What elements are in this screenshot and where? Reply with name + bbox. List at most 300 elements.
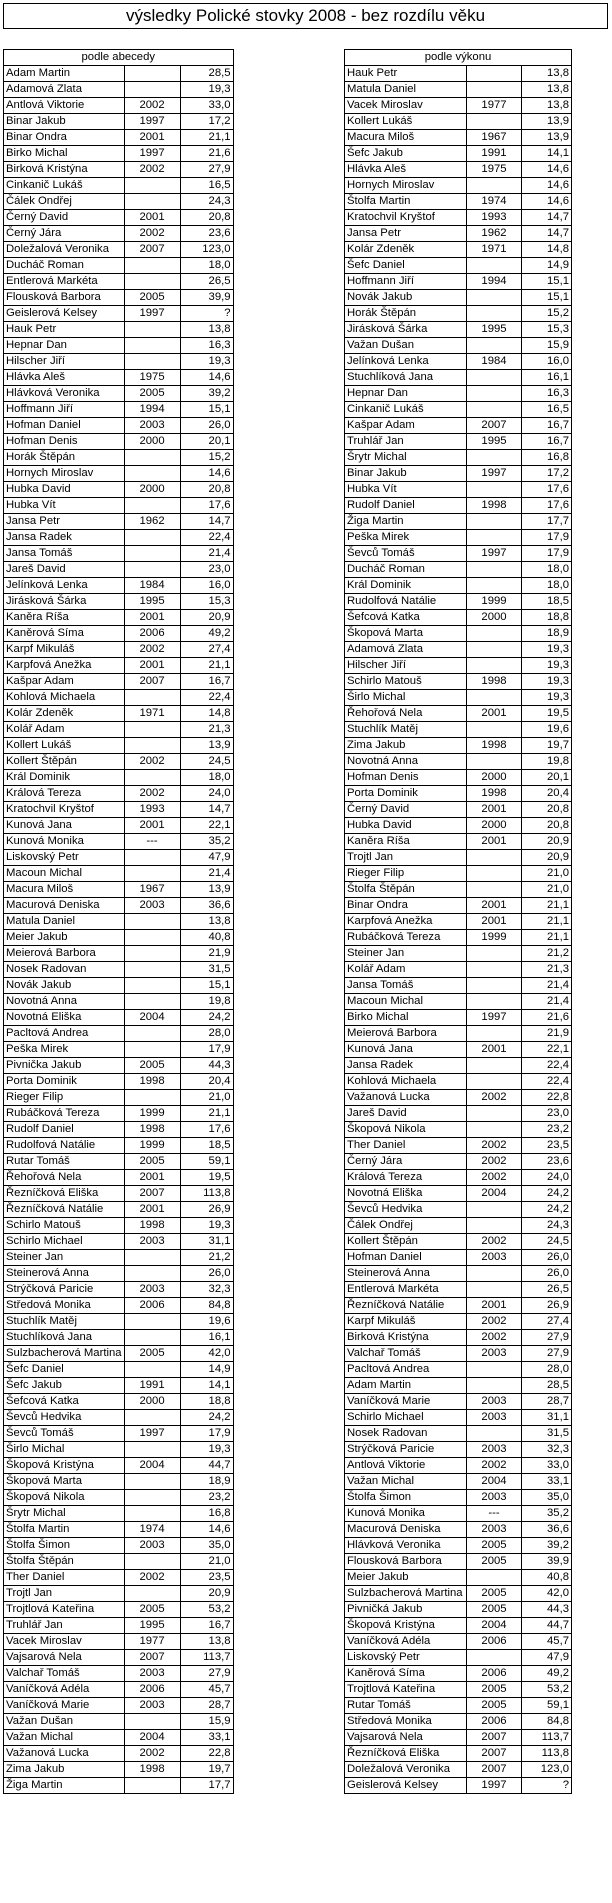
runner-name-cell: Kaněrová Síma	[345, 1666, 467, 1682]
birth-year-cell	[467, 946, 522, 962]
runner-name-cell: Flousková Barbora	[4, 290, 125, 306]
runner-name-cell: Řezníčková Eliška	[345, 1746, 467, 1762]
time-cell: 31,5	[180, 962, 233, 978]
runner-name-cell: Kašpar Adam	[345, 418, 467, 434]
table-row	[4, 1250, 234, 1266]
runner-name-cell: Jelínková Lenka	[4, 578, 125, 594]
time-cell: 26,0	[522, 1250, 572, 1266]
table-row	[4, 562, 234, 578]
table-row	[345, 674, 572, 690]
time-cell: 17,6	[522, 498, 572, 514]
birth-year-cell: 2001	[467, 898, 522, 914]
time-cell: 16,0	[522, 354, 572, 370]
runner-name-cell: Řehořová Nela	[345, 706, 467, 722]
birth-year-cell	[124, 1090, 180, 1106]
table-row	[4, 1314, 234, 1330]
time-cell: 20,8	[522, 802, 572, 818]
runner-name-cell: Binar Ondra	[4, 130, 125, 146]
birth-year-cell: 2003	[467, 1394, 522, 1410]
birth-year-cell: 2001	[124, 210, 180, 226]
runner-name-cell: Jansa Tomáš	[345, 978, 467, 994]
table-row	[345, 1378, 572, 1394]
time-cell: 28,7	[522, 1394, 572, 1410]
runner-name-cell: Kolár Zdeněk	[4, 706, 125, 722]
runner-name-cell: Jansa Tomáš	[4, 546, 125, 562]
runner-name-cell: Šefc Daniel	[345, 258, 467, 274]
runner-name-cell: Pivnička Jakub	[4, 1058, 125, 1074]
table-row	[4, 258, 234, 274]
birth-year-cell: 2001	[124, 130, 180, 146]
runner-name-cell: Binar Jakub	[4, 114, 125, 130]
table-row	[345, 1202, 572, 1218]
time-cell: 22,4	[522, 1074, 572, 1090]
table-row	[345, 1618, 572, 1634]
table-row	[4, 418, 234, 434]
time-cell: 18,5	[522, 594, 572, 610]
table-row	[4, 466, 234, 482]
table-row	[345, 274, 572, 290]
birth-year-cell: 2003	[467, 1490, 522, 1506]
time-cell: 40,8	[522, 1570, 572, 1586]
birth-year-cell: 2002	[124, 1746, 180, 1762]
birth-year-cell: 1999	[124, 1138, 180, 1154]
table-row	[4, 530, 234, 546]
table-row	[4, 994, 234, 1010]
table-row	[345, 1650, 572, 1666]
birth-year-cell	[467, 66, 522, 82]
runner-name-cell: Schirlo Michael	[345, 1410, 467, 1426]
runner-name-cell: Jareš David	[345, 1106, 467, 1122]
time-cell: 31,1	[522, 1410, 572, 1426]
table-row	[345, 466, 572, 482]
birth-year-cell	[467, 626, 522, 642]
runner-name-cell: Hilscher Jiří	[4, 354, 125, 370]
runner-name-cell: Řehořová Nela	[4, 1170, 125, 1186]
birth-year-cell: 1974	[124, 1522, 180, 1538]
runner-name-cell: Kunová Monika	[4, 834, 125, 850]
birth-year-cell: 1998	[467, 786, 522, 802]
birth-year-cell: 2000	[124, 1394, 180, 1410]
time-cell: 16,7	[180, 1618, 233, 1634]
time-cell: 13,8	[180, 322, 233, 338]
time-cell: 18,9	[522, 626, 572, 642]
time-cell: 23,0	[180, 562, 233, 578]
birth-year-cell: 1997	[467, 466, 522, 482]
birth-year-cell	[124, 994, 180, 1010]
birth-year-cell	[124, 914, 180, 930]
table-row	[345, 562, 572, 578]
table-row	[345, 1362, 572, 1378]
table-row	[345, 1234, 572, 1250]
runner-name-cell: Važanová Lucka	[4, 1746, 125, 1762]
table-row	[4, 834, 234, 850]
birth-year-cell: 1998	[467, 738, 522, 754]
birth-year-cell: 2002	[467, 1154, 522, 1170]
table-row	[4, 1090, 234, 1106]
birth-year-cell	[124, 274, 180, 290]
table-row	[4, 1650, 234, 1666]
time-cell: 26,0	[522, 1266, 572, 1282]
table-row	[345, 690, 572, 706]
table-row	[4, 866, 234, 882]
table-row	[4, 482, 234, 498]
runner-name-cell: Štolfa Štěpán	[4, 1554, 125, 1570]
table-row	[4, 1506, 234, 1522]
time-cell: 22,4	[180, 690, 233, 706]
birth-year-cell: 2005	[467, 1698, 522, 1714]
time-cell: 23,6	[522, 1154, 572, 1170]
time-cell: 15,2	[180, 450, 233, 466]
birth-year-cell: 2002	[467, 1138, 522, 1154]
time-cell: 18,5	[180, 1138, 233, 1154]
runner-name-cell: Kunová Jana	[345, 1042, 467, 1058]
runner-name-cell: Hepnar Dan	[4, 338, 125, 354]
birth-year-cell	[124, 562, 180, 578]
runner-name-cell: Středová Monika	[4, 1298, 125, 1314]
table-row	[4, 1298, 234, 1314]
table-row	[345, 1490, 572, 1506]
table-row	[4, 610, 234, 626]
time-cell: 14,7	[522, 226, 572, 242]
birth-year-cell: 2002	[124, 98, 180, 114]
table-row	[4, 946, 234, 962]
table-row	[345, 914, 572, 930]
runner-name-cell: Zima Jakub	[345, 738, 467, 754]
time-cell: 19,3	[522, 642, 572, 658]
table-row	[345, 1074, 572, 1090]
time-cell: 16,8	[522, 450, 572, 466]
table-row	[4, 146, 234, 162]
time-cell: ?	[522, 1778, 572, 1794]
time-cell: 13,8	[180, 1634, 233, 1650]
runner-name-cell: Kollert Štěpán	[4, 754, 125, 770]
table-row	[4, 274, 234, 290]
time-cell: 33,1	[180, 1730, 233, 1746]
time-cell: 21,4	[180, 866, 233, 882]
birth-year-cell: 2005	[124, 1346, 180, 1362]
runner-name-cell: Jirásková Šárka	[4, 594, 125, 610]
birth-year-cell	[467, 658, 522, 674]
time-cell: 26,9	[180, 1202, 233, 1218]
runner-name-cell: Ševců Hedvika	[345, 1202, 467, 1218]
time-cell: 27,9	[180, 1666, 233, 1682]
runner-name-cell: Škopová Marta	[4, 1474, 125, 1490]
table-row	[345, 1666, 572, 1682]
time-cell: 16,3	[180, 338, 233, 354]
time-cell: 45,7	[522, 1634, 572, 1650]
birth-year-cell: 2002	[467, 1090, 522, 1106]
time-cell: 26,5	[180, 274, 233, 290]
table-row	[4, 1618, 234, 1634]
birth-year-cell: 2001	[124, 818, 180, 834]
runner-name-cell: Novák Jakub	[345, 290, 467, 306]
runner-name-cell: Šrytr Michal	[4, 1506, 125, 1522]
birth-year-cell	[124, 450, 180, 466]
runner-name-cell: Važan Michal	[345, 1474, 467, 1490]
table-row	[345, 850, 572, 866]
birth-year-cell	[467, 962, 522, 978]
runner-name-cell: Šefc Jakub	[4, 1378, 125, 1394]
birth-year-cell	[467, 850, 522, 866]
time-cell: 19,6	[180, 1314, 233, 1330]
runner-name-cell: Matula Daniel	[4, 914, 125, 930]
birth-year-cell: 2006	[124, 1682, 180, 1698]
table-row	[4, 578, 234, 594]
time-cell: 19,8	[180, 994, 233, 1010]
birth-year-cell: 1975	[467, 162, 522, 178]
birth-year-cell: 2001	[467, 914, 522, 930]
runner-name-cell: Králová Tereza	[4, 786, 125, 802]
birth-year-cell	[124, 1362, 180, 1378]
table-row	[345, 626, 572, 642]
time-cell: 19,3	[180, 82, 233, 98]
runner-name-cell: Kohlová Michaela	[345, 1074, 467, 1090]
table-row	[345, 578, 572, 594]
runner-name-cell: Novák Jakub	[4, 978, 125, 994]
birth-year-cell: 1962	[124, 514, 180, 530]
runner-name-cell: Entlerová Markéta	[345, 1282, 467, 1298]
runner-name-cell: Jelínková Lenka	[345, 354, 467, 370]
birth-year-cell: 2003	[124, 1538, 180, 1554]
time-cell: 40,8	[180, 930, 233, 946]
time-cell: 21,2	[522, 946, 572, 962]
birth-year-cell	[124, 1026, 180, 1042]
birth-year-cell: 1999	[467, 930, 522, 946]
birth-year-cell	[467, 642, 522, 658]
runner-name-cell: Černý David	[4, 210, 125, 226]
runner-name-cell: Kollert Lukáš	[345, 114, 467, 130]
table-row	[345, 706, 572, 722]
time-cell: 13,9	[180, 738, 233, 754]
runner-name-cell: Novotná Eliška	[4, 1010, 125, 1026]
time-cell: 26,0	[180, 418, 233, 434]
birth-year-cell	[124, 354, 180, 370]
birth-year-cell	[467, 978, 522, 994]
birth-year-cell: 1998	[124, 1762, 180, 1778]
time-cell: 13,9	[180, 882, 233, 898]
runner-name-cell: Binar Jakub	[345, 466, 467, 482]
table-row	[4, 1762, 234, 1778]
time-cell: 21,1	[180, 658, 233, 674]
birth-year-cell: 1999	[467, 594, 522, 610]
time-cell: 16,1	[522, 370, 572, 386]
time-cell: 17,6	[522, 482, 572, 498]
birth-year-cell: 1995	[467, 322, 522, 338]
time-cell: 16,5	[522, 402, 572, 418]
time-cell: 14,6	[180, 1522, 233, 1538]
time-cell: 45,7	[180, 1682, 233, 1698]
birth-year-cell: 2004	[467, 1186, 522, 1202]
table-row	[4, 1474, 234, 1490]
time-cell: 14,6	[180, 466, 233, 482]
runner-name-cell: Pacltová Andrea	[345, 1362, 467, 1378]
runner-name-cell: Jansa Petr	[4, 514, 125, 530]
birth-year-cell	[124, 66, 180, 82]
birth-year-cell	[467, 1650, 522, 1666]
time-cell: 24,2	[180, 1410, 233, 1426]
birth-year-cell: 2000	[124, 482, 180, 498]
runner-name-cell: Ševců Tomáš	[4, 1426, 125, 1442]
runner-name-cell: Kollert Lukáš	[4, 738, 125, 754]
runner-name-cell: Ševců Hedvika	[4, 1410, 125, 1426]
table-row	[4, 130, 234, 146]
birth-year-cell: 1977	[467, 98, 522, 114]
birth-year-cell	[467, 1282, 522, 1298]
table-row	[345, 1170, 572, 1186]
runner-name-cell: Rudolfová Natálie	[4, 1138, 125, 1154]
table-row	[4, 1490, 234, 1506]
runner-name-cell: Birko Michal	[4, 146, 125, 162]
runner-name-cell: Trojtl Jan	[4, 1586, 125, 1602]
runner-name-cell: Nosek Radovan	[4, 962, 125, 978]
runner-name-cell: Adam Martin	[345, 1378, 467, 1394]
birth-year-cell: 1995	[467, 434, 522, 450]
runner-name-cell: Trojtlová Kateřina	[345, 1682, 467, 1698]
birth-year-cell	[467, 514, 522, 530]
time-cell: 84,8	[522, 1714, 572, 1730]
time-cell: 35,0	[522, 1490, 572, 1506]
runner-name-cell: Šefcová Katka	[4, 1394, 125, 1410]
runner-name-cell: Nosek Radovan	[345, 1426, 467, 1442]
birth-year-cell: 2007	[467, 418, 522, 434]
time-cell: 16,7	[180, 674, 233, 690]
birth-year-cell: 2001	[124, 610, 180, 626]
runner-name-cell: Černý Jára	[345, 1154, 467, 1170]
runner-name-cell: Važan Michal	[4, 1730, 125, 1746]
table-row	[345, 226, 572, 242]
table-row	[345, 482, 572, 498]
table-row	[345, 1298, 572, 1314]
birth-year-cell: 2003	[124, 418, 180, 434]
time-cell: 23,2	[180, 1490, 233, 1506]
birth-year-cell: 2007	[467, 1746, 522, 1762]
birth-year-cell: 2005	[467, 1538, 522, 1554]
birth-year-cell: 2002	[467, 1234, 522, 1250]
runner-name-cell: Jirásková Šárka	[345, 322, 467, 338]
birth-year-cell: 2003	[467, 1250, 522, 1266]
birth-year-cell: 2004	[124, 1458, 180, 1474]
time-cell: 14,7	[180, 802, 233, 818]
time-cell: 35,2	[180, 834, 233, 850]
birth-year-cell: 1997	[124, 146, 180, 162]
time-cell: 24,2	[522, 1202, 572, 1218]
table-row	[4, 1170, 234, 1186]
birth-year-cell: 2003	[467, 1346, 522, 1362]
time-cell: 17,9	[180, 1042, 233, 1058]
birth-year-cell	[467, 1074, 522, 1090]
birth-year-cell	[467, 994, 522, 1010]
table-row	[345, 1602, 572, 1618]
time-cell: 19,8	[522, 754, 572, 770]
birth-year-cell: 2006	[467, 1714, 522, 1730]
time-cell: 13,9	[522, 114, 572, 130]
time-cell: 21,4	[180, 546, 233, 562]
alphabetical-table-header: podle abecedy	[4, 50, 234, 66]
birth-year-cell: 1993	[467, 210, 522, 226]
runner-name-cell: Šefc Daniel	[4, 1362, 125, 1378]
time-cell: 21,9	[522, 1026, 572, 1042]
runner-name-cell: Jansa Radek	[345, 1058, 467, 1074]
birth-year-cell	[467, 450, 522, 466]
runner-name-cell: Stuchlík Matěj	[4, 1314, 125, 1330]
table-row	[345, 1330, 572, 1346]
table-row	[4, 1218, 234, 1234]
table-row	[345, 1714, 572, 1730]
table-row	[345, 1218, 572, 1234]
time-cell: 17,9	[180, 1426, 233, 1442]
time-cell: 123,0	[522, 1762, 572, 1778]
table-row	[4, 738, 234, 754]
table-row	[4, 850, 234, 866]
table-row	[4, 306, 234, 322]
table-row	[345, 1730, 572, 1746]
birth-year-cell	[467, 82, 522, 98]
table-row	[345, 658, 572, 674]
birth-year-cell: 2003	[124, 898, 180, 914]
time-cell: 21,0	[180, 1554, 233, 1570]
runner-name-cell: Peška Mirek	[345, 530, 467, 546]
runner-name-cell: Schirlo Matouš	[345, 674, 467, 690]
birth-year-cell: 2001	[467, 1298, 522, 1314]
table-row	[4, 978, 234, 994]
runner-name-cell: Adamová Zlata	[4, 82, 125, 98]
runner-name-cell: Kolář Adam	[345, 962, 467, 978]
birth-year-cell: 2001	[467, 1042, 522, 1058]
time-cell: 18,9	[180, 1474, 233, 1490]
birth-year-cell: 1998	[124, 1218, 180, 1234]
birth-year-cell: 1998	[467, 674, 522, 690]
table-row	[4, 114, 234, 130]
time-cell: 21,1	[522, 914, 572, 930]
runner-name-cell: Geislerová Kelsey	[345, 1778, 467, 1794]
birth-year-cell	[124, 1586, 180, 1602]
time-cell: 14,1	[180, 1378, 233, 1394]
table-row	[4, 434, 234, 450]
runner-name-cell: Vacek Miroslav	[345, 98, 467, 114]
table-row	[345, 1442, 572, 1458]
time-cell: 20,1	[522, 770, 572, 786]
birth-year-cell	[467, 578, 522, 594]
time-cell: 21,0	[522, 882, 572, 898]
birth-year-cell: 2001	[467, 834, 522, 850]
runner-name-cell: Vaníčková Adéla	[4, 1682, 125, 1698]
table-row	[4, 1346, 234, 1362]
table-row	[345, 994, 572, 1010]
runner-name-cell: Antlová Viktorie	[345, 1458, 467, 1474]
time-cell: 18,8	[180, 1394, 233, 1410]
table-row	[4, 370, 234, 386]
birth-year-cell: 2006	[467, 1666, 522, 1682]
runner-name-cell: Steinerová Anna	[4, 1266, 125, 1282]
time-cell: 21,9	[180, 946, 233, 962]
time-cell: 19,3	[180, 1218, 233, 1234]
birth-year-cell: 1997	[124, 1426, 180, 1442]
table-row	[345, 1506, 572, 1522]
table-row	[345, 1586, 572, 1602]
table-row	[345, 130, 572, 146]
alphabetical-results-panel	[3, 49, 234, 1794]
time-cell: 15,1	[522, 290, 572, 306]
table-row	[345, 1570, 572, 1586]
birth-year-cell	[467, 370, 522, 386]
runner-name-cell: Sulzbacherová Martina	[345, 1586, 467, 1602]
table-row	[345, 386, 572, 402]
runner-name-cell: Vaníčková Adéla	[345, 1634, 467, 1650]
table-row	[4, 1714, 234, 1730]
runner-name-cell: Král Dominik	[4, 770, 125, 786]
table-row	[4, 1010, 234, 1026]
time-cell: 21,1	[180, 1106, 233, 1122]
